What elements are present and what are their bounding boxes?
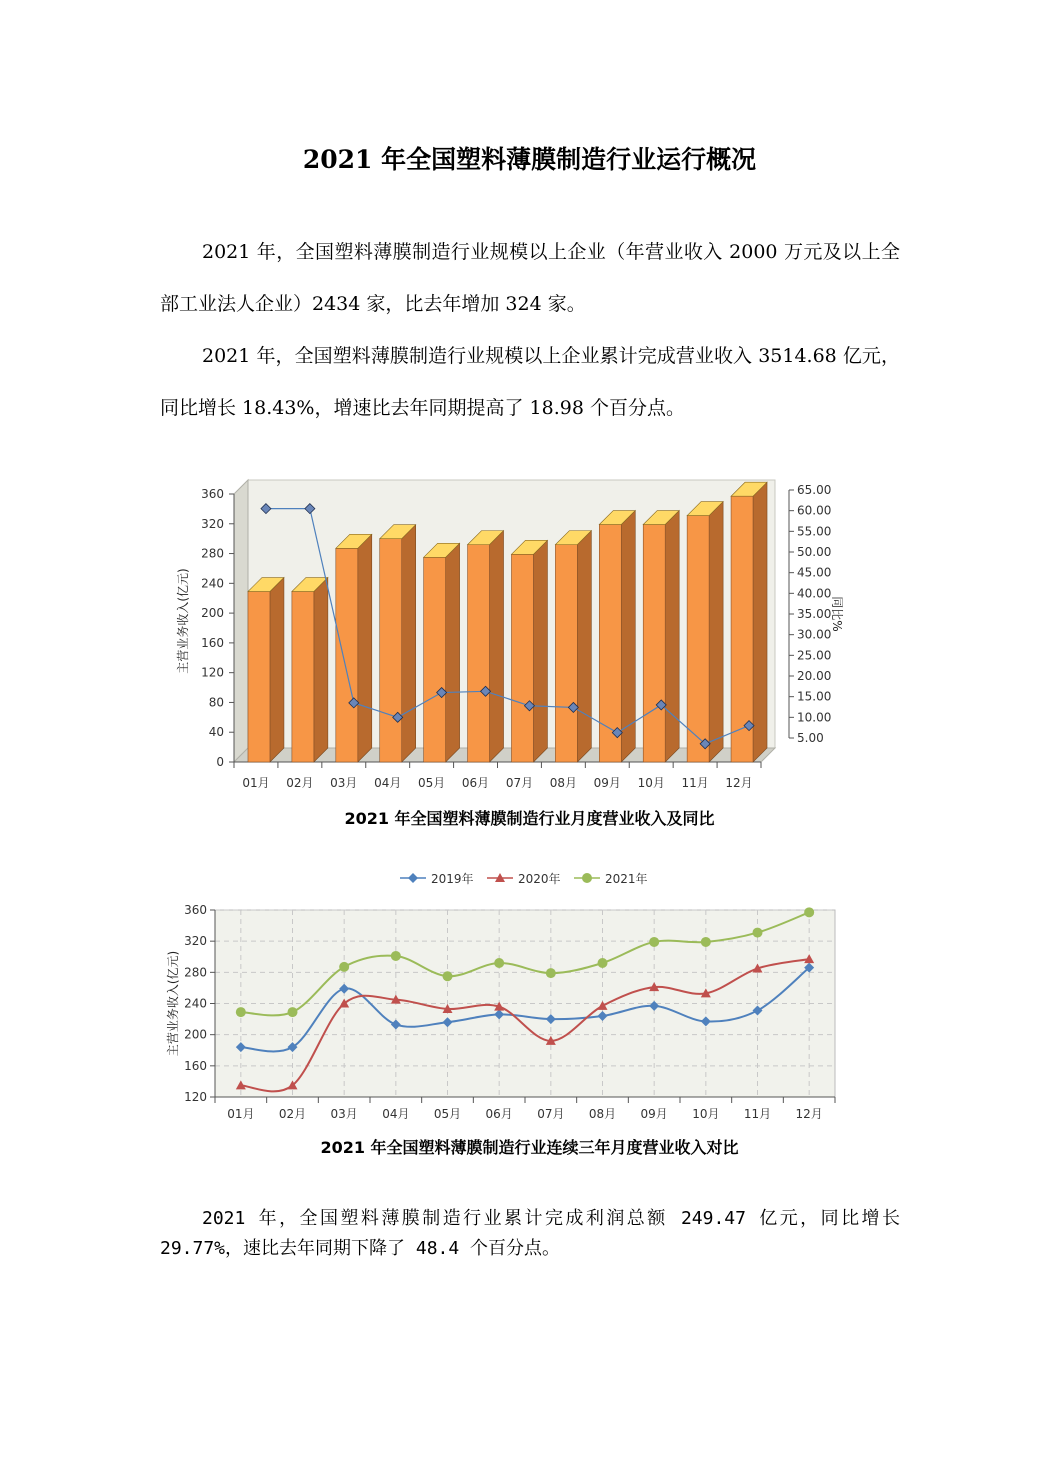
three-year-comparison-chart [160,860,850,1132]
circle-marker [598,958,608,968]
chart2-legend-item [574,871,648,886]
chart1-bar [292,578,328,762]
paragraph-profit: 2021 年，全国塑料薄膜制造行业累计完成利润总额 249.47 亿元，同比增长 29.77%，速比去年同期下降了 48.4 个百分点。 [160,1208,900,1259]
chart1-xtick-label: 05月 [417,776,446,790]
chart1-y2tick-label: 65.00 [797,483,832,497]
chart1-xtick-label: 07月 [505,776,534,790]
chart2-xtick-label: 05月 [433,1107,462,1121]
chart1-caption: 2021 年全国塑料薄膜制造行业月度营业收入及同比 [344,809,715,828]
chart2-caption: 2021 年全国塑料薄膜制造行业连续三年月度营业收入对比 [320,1138,739,1157]
circle-marker [443,971,453,981]
chart2-ytick-label: 240 [184,996,207,1011]
chart1-ylabel: 主营业务收入(亿元) [176,568,190,674]
chart1-ytick-label: 280 [201,546,224,561]
chart2-xtick-label: 04月 [382,1107,410,1121]
chart2-xtick-label: 07月 [537,1107,565,1121]
chart1-y2tick-label: 30.00 [797,627,832,642]
chart1-xtick-label: 04月 [374,776,402,790]
chart1-y2tick-label: 40.00 [797,586,832,601]
chart2-xtick-label: 01月 [227,1107,255,1121]
circle-marker [649,937,659,947]
chart1-xtick-label: 01月 [242,776,270,790]
chart1-y2tick-label: 5.00 [797,731,824,745]
chart2-ytick-label: 280 [184,965,207,980]
circle-marker [494,958,504,968]
chart2-legend-item [400,871,474,886]
document-title: 2021 年全国塑料薄膜制造行业运行概况 [302,145,757,174]
chart2-ytick-label: 160 [184,1058,207,1073]
chart2-ylabel: 主营业务收入(亿元) [166,950,180,1057]
chart1-y2tick-label: 25.00 [797,648,832,663]
circle-marker [391,951,401,961]
circle-marker [753,928,763,938]
chart1-ytick-label: 0 [216,755,224,769]
chart2-legend-label: 2019年 [431,872,474,886]
chart1-xtick-label: 11月 [681,776,709,790]
chart1-xtick-label: 02月 [286,776,314,790]
chart2-ytick-label: 200 [184,1027,207,1042]
chart1-xtick-label: 08月 [549,776,578,790]
chart1-y2label: 同比% [830,596,844,632]
chart1-xtick-label: 06月 [461,776,490,790]
circle-marker [236,1007,246,1017]
chart1-bar [468,531,504,762]
chart1-y2tick-label: 60.00 [797,503,832,518]
chart1-bar [424,543,460,762]
chart1-xtick-label: 12月 [725,776,753,790]
revenue-yoy-chart [160,465,844,800]
chart1-y2tick-label: 50.00 [797,545,832,559]
circle-marker [288,1007,298,1017]
chart2-ytick-label: 360 [184,903,207,917]
chart2-xtick-label: 08月 [588,1107,617,1121]
paragraph-revenue: 2021 年，全国塑料薄膜制造行业规模以上企业累计完成营业收入 3514.68 亿元，同比增长 18.43%，增速比去年同期提高了 18.98 个百分点。 [160,345,900,419]
chart1-ytick-label: 120 [201,665,224,680]
chart1-ytick-label: 360 [201,487,224,501]
chart1-y2tick-label: 10.00 [797,710,832,725]
chart2-xtick-label: 12月 [795,1107,823,1121]
circle-marker [804,907,814,917]
circle-marker [582,873,592,883]
chart1-bar [511,540,547,762]
chart1-ytick-label: 200 [201,606,224,621]
chart1-y2tick-label: 55.00 [797,524,832,539]
chart1-ytick-label: 160 [201,635,224,650]
chart2-legend-label: 2021年 [605,872,648,886]
chart1-ytick-label: 240 [201,576,224,591]
chart1-bar [380,525,416,762]
chart2-legend-item [487,871,561,886]
chart2-ytick-label: 120 [184,1090,207,1104]
chart2-ytick-label: 320 [184,934,207,949]
paragraph-enterprises: 2021 年，全国塑料薄膜制造行业规模以上企业（年营业收入 2000 万元及以上全部工业法人企业）2434 家，比去年增加 324 家。 [160,241,900,315]
chart1-xtick-label: 10月 [637,776,665,790]
chart1-y2tick-label: 45.00 [797,565,832,580]
chart1-bar [248,578,284,762]
chart1-left-wall [234,480,248,762]
circle-marker [339,962,349,972]
chart1-xtick-label: 09月 [593,776,621,790]
chart2-xtick-label: 09月 [640,1107,668,1121]
chart1-bar [643,511,679,762]
chart1-ytick-label: 320 [201,516,224,531]
diamond-marker [408,873,418,883]
chart1-bar [555,531,591,762]
chart2-xtick-label: 11月 [743,1107,772,1121]
chart2-xtick-label: 10月 [692,1107,720,1121]
chart1-y2tick-label: 20.00 [797,669,832,683]
circle-marker [546,968,556,978]
chart2-xtick-label: 06月 [485,1107,513,1121]
chart1-ytick-label: 80 [208,695,224,710]
chart1-ytick-label: 40 [208,725,224,740]
chart2-legend-label: 2020年 [518,872,561,886]
chart1-bar [687,502,723,762]
chart2-xtick-label: 02月 [278,1107,307,1121]
chart2-xtick-label: 03月 [330,1107,358,1121]
chart1-y2tick-label: 15.00 [797,689,832,704]
circle-marker [701,937,711,947]
chart1-y2tick-label: 35.00 [797,607,832,621]
chart1-xtick-label: 03月 [330,776,358,790]
